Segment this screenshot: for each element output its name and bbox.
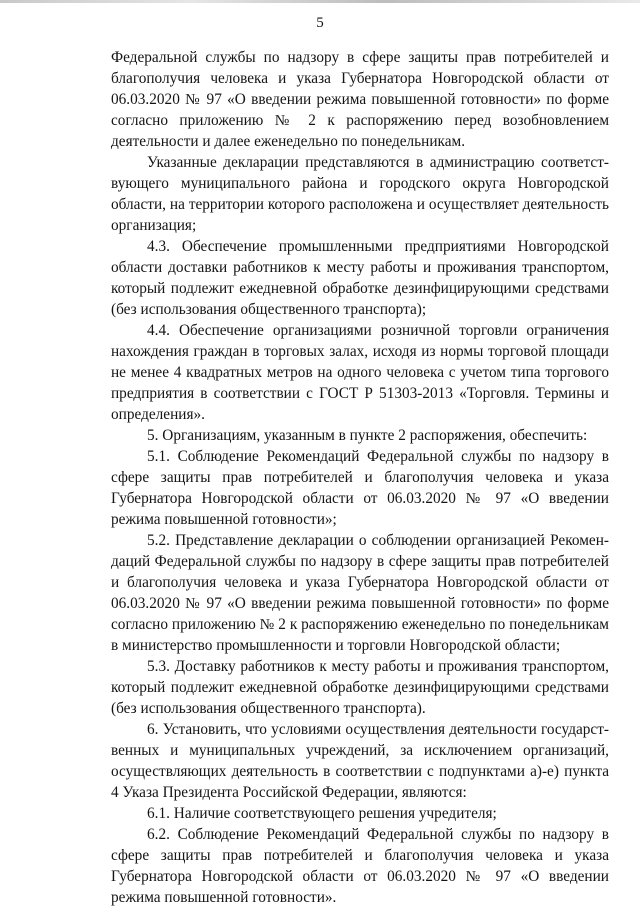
paragraph-4-4: 4.4. Обеспечение организациями розничной торговли ограничения нахождения граждан в торговых залах, исходя из нормы торговой площади не менее 4 квадратных метров на одного человека с учетом типа торгового предприятия в соответствии с ГОСТ Р 51303-2013 «Торговля. Термины и определения». — [111, 322, 609, 423]
paragraph-6-2: 6.2. Соблюдение Рекомендаций Федеральной службы по надзору в сфере защиты прав потребителей и благополучия человека и указа Губернатора Новгородской области от 06.03.2020 № 97 «О введении режима повышенной готовности». — [111, 826, 609, 906]
paragraph-4-3: 4.3. Обеспечение промышленными предприятиями Новгородской области доставки работников к месту работы и проживания транспортом, который подлежит ежедневной обработке дезинфицирующими средствами (без использования общественного транспорта); — [111, 238, 609, 318]
paragraph-5-2: 5.2. Представление декларации о соблюдении организацией Рекомен-даций Федеральной службы по надзору в сфере защиты прав потребителей и благополучия человека и указа Губернатора Новгородской области от 06.03.2020 № 97 «О введении режима повышенной готовности» по форме согласно приложению № 2 к распоряжению еженедельно по понедельникам в министерство промышленности и торговли Новгородской области; — [111, 532, 609, 654]
scan-edge-artifact — [0, 0, 640, 3]
document-body — [111, 47, 609, 908]
paragraph-continuation: Федеральной службы по надзору в сфере защиты прав потребителей и благополучия человека и указа Губернатора Новгородской области от 06.03.2020 № 97 «О введении режима повышенной готовности» по форме согласно приложению № 2 к распоряжению перед возобновлением деятельности и далее еженедельно по понедельникам. — [111, 49, 609, 150]
paragraph-5: 5. Организациям, указанным в пункте 2 распоряжения, обеспечить: — [147, 427, 588, 444]
paragraph-6-1: 6.1. Наличие соответствующего решения учредителя; — [147, 805, 497, 822]
paragraph-5-3: 5.3. Доставку работников к месту работы и проживания транспортом, который подлежит ежедневной обработке дезинфицирующими средствами (без использования общественного транспорта). — [111, 658, 609, 717]
paragraph-declarations: Указанные декларации представляются в администрацию соответст-вующего муниципального района и городского округа Новгородской области, на территории которого расположена и осуществляет деятельность организация; — [111, 154, 609, 234]
paragraph-6: 6. Установить, что условиями осуществления деятельности государст-венных и муниципальных учреждений, за исключением организаций, осуществляющих деятельность в соответствии с подпунктами а)-е) пункта 4 Указа Президента Российской Федерации, являются: — [111, 721, 609, 801]
paragraph-5-1: 5.1. Соблюдение Рекомендаций Федеральной службы по надзору в сфере защиты прав потребителей и благополучия человека и указа Губернатора Новгородской области от 06.03.2020 № 97 «О введении режима повышенной готовности»; — [111, 448, 609, 528]
page-number: 5 — [316, 15, 324, 31]
